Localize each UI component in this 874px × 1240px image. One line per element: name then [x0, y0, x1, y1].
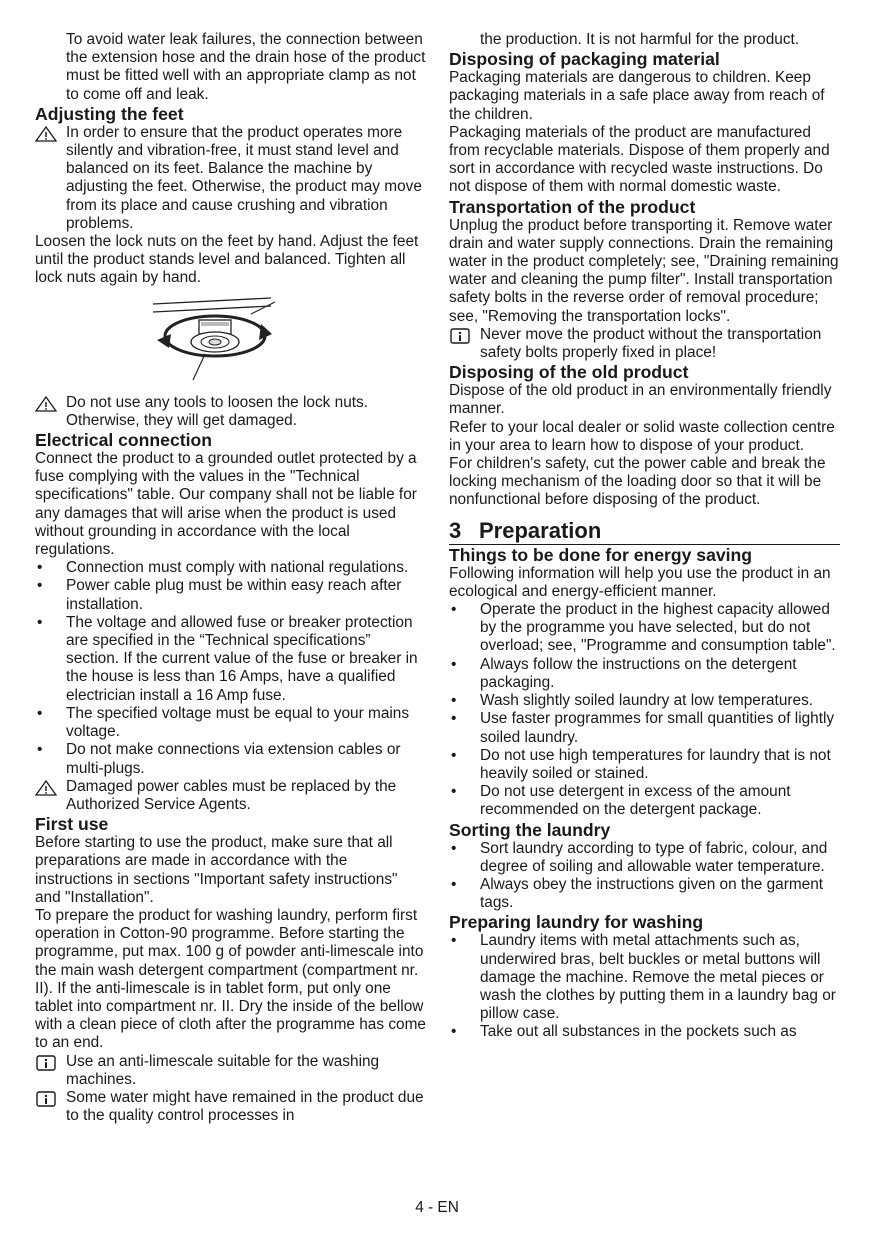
list-item: • Take out all substances in the pockets such as: [449, 1023, 840, 1041]
chapter-number: 3: [449, 517, 462, 543]
old-product-paragraph: Refer to your local dealer or solid waste collection centre in your area to learn how to dispose of your product.: [449, 418, 835, 454]
info-icon: [449, 328, 471, 344]
info-icon: [35, 1091, 57, 1107]
list-item: • Wash slightly soiled laundry at low temperatures.: [449, 692, 840, 710]
info-icon: [35, 1055, 57, 1071]
energy-saving-heading: Things to be done for energy saving: [449, 544, 753, 565]
electrical-bullet-list: [35, 559, 427, 777]
list-item: • The specified voltage must be equal to your mains voltage.: [35, 705, 427, 741]
preparing-bullet-list: [449, 932, 840, 1041]
list-item: • Use faster programmes for small quantities of lightly soiled laundry.: [449, 710, 840, 746]
info-text: Use an anti-limescale suitable for the washing machines.: [66, 1052, 380, 1088]
chapter-heading: [449, 518, 840, 545]
warning-note: [35, 394, 427, 430]
list-item: • Sort laundry according to type of fabric, colour, and degree of soiling and allowable water temperature.: [449, 840, 840, 876]
energy-saving-text: Following information will help you use the product in an ecological and energy-efficient manner.: [449, 564, 831, 600]
warning-text: In order to ensure that the product operates more silently and vibration-free, it must stand level and balanced on its feet. Balance the machine by adjusting the feet. Otherwise, the product may move from its place and cause crushing and vibration problems.: [66, 123, 422, 232]
packaging-paragraph: Packaging materials of the product are manufactured from recyclable materials. Dispose of them properly and sort in accordance with recycled waste instructions. Do not dispose of them with normal domestic waste.: [449, 123, 830, 196]
list-item: • Operate the product in the highest capacity allowed by the programme you have selected, but do not overload; see, "Programme and consumption table".: [449, 601, 840, 656]
packaging-paragraph: Packaging materials are dangerous to children. Keep packaging materials in a safe place away from reach of the children.: [449, 69, 825, 123]
info-note: [449, 326, 840, 362]
info-text: Some water might have remained in the product due to the quality control processes in: [66, 1088, 424, 1125]
energy-bullet-list: [449, 601, 840, 819]
warning-icon: [35, 780, 57, 796]
continued-text: the production. It is not harmful for the product.: [480, 31, 800, 48]
list-item: • Always follow the instructions on the detergent packaging.: [449, 656, 840, 692]
packaging-heading: Disposing of packaging material: [449, 49, 720, 70]
left-column: [35, 31, 427, 1125]
sorting-bullet-list: [449, 840, 840, 913]
warning-note: [35, 124, 427, 233]
transport-heading: Transportation of the product: [449, 196, 696, 217]
list-item: • The voltage and allowed fuse or breaker protection are specified in the “Technical specifications” section. If the current value of the fuse or breaker in the house is less than 16 Amps, have a qualified electrician install a 16 Amp fuse.: [35, 614, 427, 705]
list-item: • Always obey the instructions given on the garment tags.: [449, 876, 840, 912]
warning-text: Damaged power cables must be replaced by the Authorized Service Agents.: [66, 777, 397, 813]
chapter-title: Preparation: [479, 517, 602, 543]
list-item: • Do not use high temperatures for laundry that is not heavily soiled or stained.: [449, 747, 840, 783]
old-product-heading: Disposing of the old product: [449, 362, 689, 383]
warning-icon: [35, 126, 57, 142]
list-item: • Laundry items with metal attachments such as, underwired bras, belt buckles or metal buttons will damage the machine. Remove the metal pieces or wash the clothes by putting them in a laundry bag or pillow case.: [449, 932, 840, 1023]
warning-text: Do not use any tools to loosen the lock nuts. Otherwise, they will get damaged.: [66, 393, 369, 429]
list-item: • Power cable plug must be within easy reach after installation.: [35, 577, 427, 613]
page-footer: 4 - EN: [415, 1199, 459, 1216]
list-item: • Do not use detergent in excess of the amount recommended on the detergent package.: [449, 783, 840, 819]
feet-adjustment-illustration: [35, 288, 427, 394]
info-text: Never move the product without the transportation safety bolts properly fixed in place!: [480, 325, 822, 362]
first-use-paragraph: To prepare the product for washing laundry, perform first operation in Cotton-90 programme. Before starting the programme, put max. 100 g of powder anti-limescale into the main wash detergent compartment (compartment nr. II). If the anti-limescale is in tablet form, put only one tablet into compartment nr. II. Dry the inside of the bellow with a clean piece of cloth after the programme has come to an end.: [35, 906, 426, 1052]
adjusting-feet-heading: Adjusting the feet: [35, 103, 184, 124]
first-use-paragraph: Before starting to use the product, make sure that all preparations are made in accordance with the instructions in sections "Important safety instructions" and "Installation".: [35, 834, 398, 906]
feet-illustration-drawing: [149, 294, 279, 386]
preparing-heading: Preparing laundry for washing: [449, 912, 704, 933]
list-item: • Connection must comply with national regulations.: [35, 559, 427, 577]
right-column: [449, 31, 840, 1042]
first-use-heading: First use: [35, 814, 109, 835]
transport-text: Unplug the product before transporting it. Remove water drain and water supply connections. Drain the remaining water in the product completely; see, "Draining remaining water and cleaning the pump filter". Install transportation safety bolts in the reverse order of removal procedure; see, "Removing the transportation locks".: [449, 216, 839, 325]
info-note: [35, 1089, 427, 1125]
warning-icon: [35, 396, 57, 412]
electrical-text: Connect the product to a grounded outlet protected by a fuse complying with the values in the "Technical specifications" table. Our company shall not be liable for any damages that will arise when the product is used without grounding in accordance with the local regulations.: [35, 450, 417, 559]
old-product-paragraph: For children's safety, cut the power cable and break the locking mechanism of the loading door so that it will be nonfunctional before disposing of the product.: [449, 455, 826, 509]
intro-paragraph: To avoid water leak failures, the connection between the extension hose and the drain hose of the product must be fitted well with an appropriate clamp as not to come off and leak.: [66, 31, 426, 103]
sorting-heading: Sorting the laundry: [449, 819, 611, 840]
list-item: • Do not make connections via extension cables or multi-plugs.: [35, 741, 427, 777]
adjusting-text: Loosen the lock nuts on the feet by hand. Adjust the feet until the product stands level and balanced. Tighten all lock nuts again by hand.: [35, 233, 419, 287]
warning-note: [35, 778, 427, 814]
info-note: [35, 1053, 427, 1089]
old-product-paragraph: Dispose of the old product in an environmentally friendly manner.: [449, 382, 832, 418]
electrical-connection-heading: Electrical connection: [35, 430, 212, 451]
